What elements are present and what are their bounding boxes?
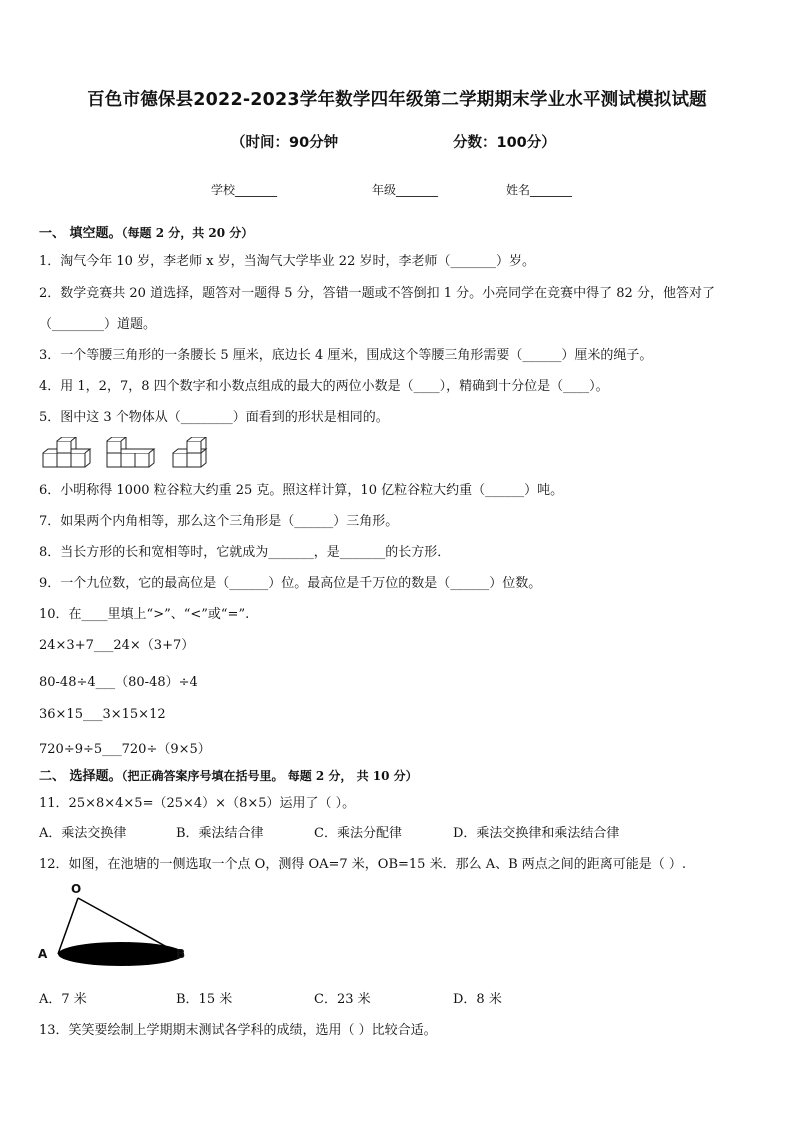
question-7: 7．如果两个内角相等，那么这个三角形是（______）三角形。 [39, 514, 399, 529]
q11-option-a[interactable]: A．乘法交换律 [39, 826, 127, 841]
section2-heading [39, 765, 754, 784]
section1-heading [39, 222, 754, 241]
q11-option-d[interactable]: D．乘法交换律和乘法结合律 [453, 826, 620, 841]
section1-title: 一、 填空题。 [39, 226, 122, 241]
question-10b: 80-48÷4___（80-48）÷4 [39, 675, 198, 690]
q11-option-c[interactable]: C．乘法分配律 [314, 826, 402, 841]
q12-option-c[interactable]: C．23 米 [314, 992, 371, 1007]
question-3: 3．一个等腰三角形的一条腰长 5 厘米，底边长 4 厘米，围成这个等腰三角形需要（______）厘米的绳子。 [39, 348, 653, 363]
question-5: 5．图中这 3 个物体从（________）面看到的形状是相同的。 [39, 410, 389, 425]
school-field[interactable]: 学校_______ [211, 183, 278, 197]
label-o: O [71, 882, 82, 896]
label-b: B [176, 947, 186, 961]
cube-figures [40, 437, 210, 469]
question-10a: 24×3+7___24×（3+7） [39, 638, 195, 653]
q12-option-a[interactable]: A．7 米 [39, 992, 87, 1007]
name-field[interactable]: 姓名_______ [506, 183, 573, 197]
segment-oa [58, 898, 78, 954]
question-10: 10．在____里填上“>”、“<”或“=”. [39, 607, 250, 622]
cube-figure-2 [107, 437, 154, 467]
q12-option-d[interactable]: D．8 米 [453, 992, 502, 1007]
page-title: 百色市德保县2022-2023学年数学四年级第二学期期末学业水平测试模拟试题 [87, 90, 707, 110]
grade-field[interactable]: 年级_______ [372, 183, 439, 197]
question-4: 4．用 1，2，7，8 四个数字和小数点组成的最大的两位小数是（____），精确到十分位是（____）。 [39, 379, 609, 394]
section1-note: （每题 2 分，共 20 分） [121, 226, 254, 240]
question-1: 1．淘气今年 10 岁，李老师 x 岁，当淘气大学毕业 22 岁时，李老师（_______）岁。 [39, 254, 535, 269]
section2-note: （把正确答案序号填在括号里。 每题 2 分， 共 10 分） [121, 769, 418, 783]
q12-option-b[interactable]: B．15 米 [176, 992, 233, 1007]
q11-option-b[interactable]: B．乘法结合律 [176, 826, 264, 841]
question-12: 12．如图，在池塘的一侧选取一个点 O，测得 OA=7 米，OB=15 米．那么 A、B 两点之间的距离可能是（ ）. [39, 857, 687, 872]
question-10c: 36×15___3×15×12 [39, 707, 166, 722]
cube-figure-3 [173, 437, 206, 467]
exam-time: （时间：90分钟 [231, 135, 339, 151]
pond-figure [36, 880, 196, 970]
question-6: 6．小明称得 1000 粒谷粒大约重 25 克。照这样计算，10 亿粒谷粒大约重（______）吨。 [39, 483, 564, 498]
question-9: 9．一个九位数，它的最高位是（______）位。最高位是千万位的数是（______）位数。 [39, 576, 542, 591]
question-2-line2: （________）道题。 [39, 317, 157, 332]
exam-score: 分数：100分） [453, 135, 556, 151]
cube-figure-1 [43, 437, 90, 467]
question-8: 8．当长方形的长和宽相等时，它就成为_______，是_______的长方形． [39, 545, 451, 560]
question-13: 13．笑笑要绘制上学期期末测试各学科的成绩，选用（ ）比较合适。 [39, 1023, 437, 1038]
question-11: 11．25×8×4×5=（25×4）×（8×5）运用了（ ）。 [39, 796, 356, 811]
label-a: A [38, 947, 48, 961]
question-10d: 720÷9÷5___720÷（9×5） [39, 742, 211, 757]
question-2-line1: 2．数学竞赛共 20 道选择，题答对一题得 5 分，答错一题或不答倒扣 1 分。小亮同学在竞赛中得了 82 分，他答对了 [39, 286, 715, 301]
section2-title: 二、 选择题。 [39, 769, 122, 784]
